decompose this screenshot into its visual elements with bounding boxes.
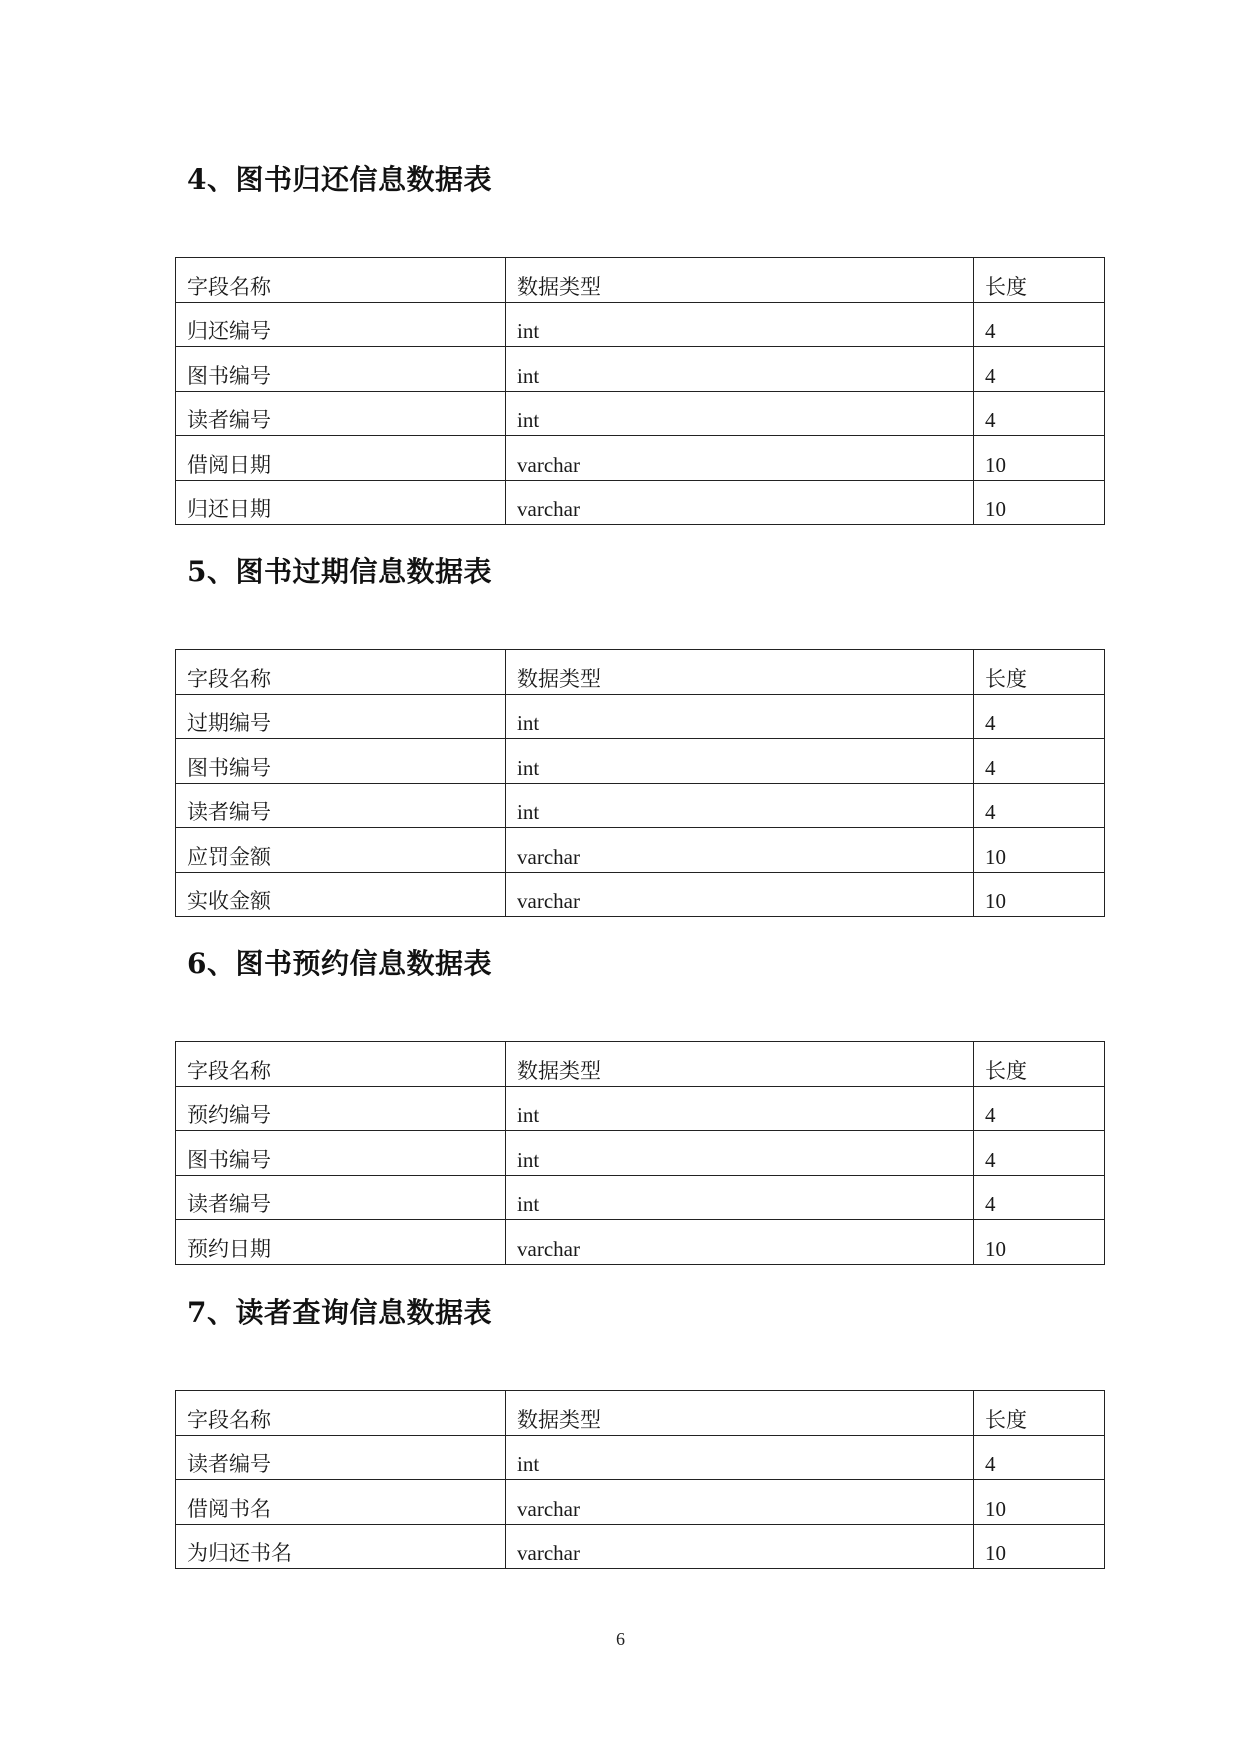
length-cell: 10: [974, 872, 1105, 917]
data-type-cell: int: [506, 1435, 974, 1480]
data-type-cell: varchar: [506, 1220, 974, 1265]
header-data-type: 数据类型: [506, 1391, 974, 1436]
reservation-info-table: [175, 1041, 1105, 1265]
length-cell: 4: [974, 1131, 1105, 1176]
table-row: [176, 872, 1105, 917]
table-row: [176, 828, 1105, 873]
field-name-cell: 读者编号: [176, 1175, 506, 1220]
page-number: 6: [616, 1629, 625, 1649]
length-cell: 10: [974, 480, 1105, 525]
table-row: [176, 436, 1105, 481]
header-field-name: 字段名称: [176, 650, 506, 695]
table-header-row: [176, 1391, 1105, 1436]
data-type-cell: int: [506, 302, 974, 347]
reader-query-table: [175, 1390, 1105, 1569]
field-name-cell: 归还日期: [176, 480, 506, 525]
field-name-cell: 读者编号: [176, 783, 506, 828]
overdue-info-table: [175, 649, 1105, 917]
table-row: [176, 1131, 1105, 1176]
data-type-cell: int: [506, 1131, 974, 1176]
length-cell: 4: [974, 347, 1105, 392]
field-name-cell: 实收金额: [176, 872, 506, 917]
header-field-name: 字段名称: [176, 1391, 506, 1436]
length-cell: 4: [974, 694, 1105, 739]
section-title-return: 4、图书归还信息数据表: [187, 163, 492, 196]
data-type-cell: varchar: [506, 436, 974, 481]
length-cell: 10: [974, 1220, 1105, 1265]
field-name-cell: 图书编号: [176, 739, 506, 784]
data-type-cell: varchar: [506, 1524, 974, 1569]
length-cell: 10: [974, 1524, 1105, 1569]
data-type-cell: int: [506, 739, 974, 784]
field-name-cell: 归还编号: [176, 302, 506, 347]
header-length: 长度: [974, 258, 1105, 303]
table-row: [176, 480, 1105, 525]
length-cell: 10: [974, 436, 1105, 481]
header-length: 长度: [974, 650, 1105, 695]
data-type-cell: int: [506, 1086, 974, 1131]
table-header-row: [176, 650, 1105, 695]
table-row: [176, 347, 1105, 392]
data-type-cell: int: [506, 694, 974, 739]
section-title-overdue: 5、图书过期信息数据表: [187, 555, 492, 588]
field-name-cell: 借阅书名: [176, 1480, 506, 1525]
table-row: [176, 783, 1105, 828]
field-name-cell: 读者编号: [176, 391, 506, 436]
length-cell: 4: [974, 1435, 1105, 1480]
length-cell: 4: [974, 783, 1105, 828]
data-type-cell: int: [506, 783, 974, 828]
header-field-name: 字段名称: [176, 1042, 506, 1087]
field-name-cell: 借阅日期: [176, 436, 506, 481]
field-name-cell: 预约编号: [176, 1086, 506, 1131]
length-cell: 4: [974, 391, 1105, 436]
table-row: [176, 1220, 1105, 1265]
length-cell: 10: [974, 828, 1105, 873]
table-row: [176, 1175, 1105, 1220]
field-name-cell: 图书编号: [176, 1131, 506, 1176]
table-row: [176, 1480, 1105, 1525]
table-header-row: [176, 258, 1105, 303]
table-row: [176, 391, 1105, 436]
header-length: 长度: [974, 1391, 1105, 1436]
length-cell: 10: [974, 1480, 1105, 1525]
length-cell: 4: [974, 1086, 1105, 1131]
field-name-cell: 为归还书名: [176, 1524, 506, 1569]
field-name-cell: 图书编号: [176, 347, 506, 392]
header-length: 长度: [974, 1042, 1105, 1087]
header-data-type: 数据类型: [506, 258, 974, 303]
length-cell: 4: [974, 1175, 1105, 1220]
table-header-row: [176, 1042, 1105, 1087]
header-field-name: 字段名称: [176, 258, 506, 303]
table-row: [176, 1524, 1105, 1569]
field-name-cell: 预约日期: [176, 1220, 506, 1265]
header-data-type: 数据类型: [506, 1042, 974, 1087]
return-info-table: [175, 257, 1105, 525]
table-row: [176, 739, 1105, 784]
field-name-cell: 读者编号: [176, 1435, 506, 1480]
data-type-cell: varchar: [506, 872, 974, 917]
table-row: [176, 302, 1105, 347]
data-type-cell: int: [506, 391, 974, 436]
data-type-cell: varchar: [506, 828, 974, 873]
section-title-reservation: 6、图书预约信息数据表: [187, 947, 492, 980]
header-data-type: 数据类型: [506, 650, 974, 695]
field-name-cell: 过期编号: [176, 694, 506, 739]
length-cell: 4: [974, 739, 1105, 784]
data-type-cell: int: [506, 1175, 974, 1220]
table-row: [176, 1086, 1105, 1131]
data-type-cell: varchar: [506, 1480, 974, 1525]
section-title-reader-query: 7、读者查询信息数据表: [187, 1296, 492, 1329]
length-cell: 4: [974, 302, 1105, 347]
table-row: [176, 1435, 1105, 1480]
field-name-cell: 应罚金额: [176, 828, 506, 873]
table-row: [176, 694, 1105, 739]
data-type-cell: int: [506, 347, 974, 392]
data-type-cell: varchar: [506, 480, 974, 525]
